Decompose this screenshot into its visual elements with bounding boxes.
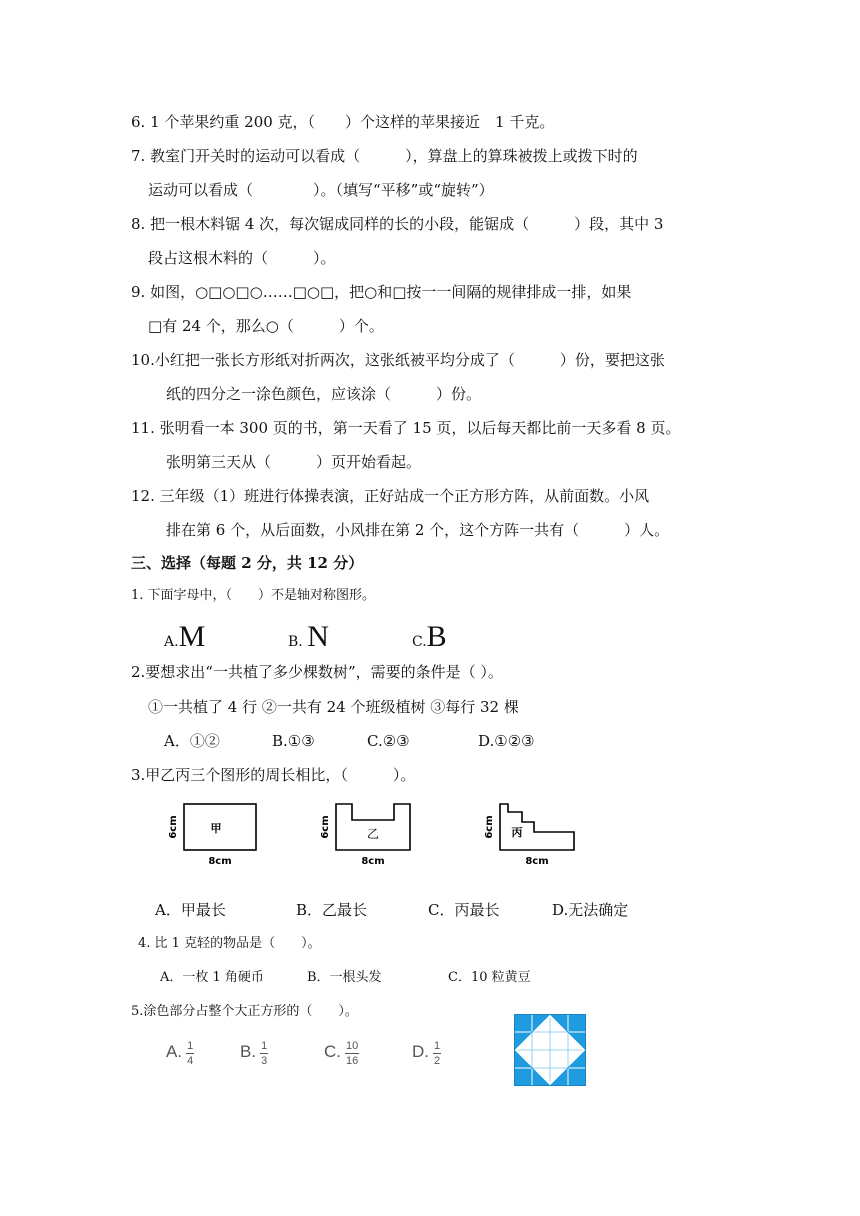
- question-9-line-2: □有 24 个，那么○（ ）个。: [148, 317, 384, 335]
- figure-yi-height-label: 6cm: [320, 815, 331, 839]
- choice-1-option-a: A.M: [164, 620, 206, 653]
- figure-jia-height-label: 6cm: [168, 815, 179, 839]
- choice-question-3: 3.甲乙丙三个图形的周长相比，（ ）。: [131, 766, 416, 784]
- choice-2-option-d: D.①②③: [478, 732, 535, 750]
- section-3-title: 三、选择（每题 2 分，共 12 分）: [131, 554, 364, 572]
- choice-1-option-b: B. N: [288, 620, 329, 653]
- figure-jia-name: 甲: [210, 822, 222, 835]
- question-8-line-1: 8. 把一根木料锯 4 次，每次锯成同样的长的小段，能锯成（ ）段，其中 3: [131, 215, 664, 233]
- figure-bing: [478, 798, 588, 870]
- choice-3-option-c: C．丙最长: [428, 901, 500, 919]
- choice-4-option-c: C．10 粒黄豆: [448, 970, 531, 985]
- figure-bing-name: 丙: [511, 826, 523, 839]
- figure-bing-height-label: 6cm: [484, 815, 495, 839]
- choice-2-option-b: B.①③: [272, 732, 315, 750]
- question-11-line-2: 张明第三天从（ ）页开始看起。: [166, 453, 422, 471]
- choice-question-2: 2.要想求出“一共植了多少棵数树”，需要的条件是（ ）。: [131, 663, 503, 681]
- choice-5-option-a: A. $\frac{1}{4}$: [166, 1040, 194, 1067]
- question-10-line-2: 纸的四分之一涂色颜色，应该涂（ ）份。: [166, 385, 482, 403]
- choice-2-option-c: C.②③: [367, 732, 410, 750]
- choice-5-options: [166, 1040, 466, 1090]
- choice-1-options: [164, 618, 564, 658]
- choice-5-option-d: D. $\frac{1}{2}$: [412, 1040, 441, 1067]
- choice-2-conditions: ①一共植了 4 行 ②一共有 24 个班级植树 ③每行 32 棵: [148, 698, 519, 716]
- choice-4-option-b: B．一根头发: [307, 970, 382, 985]
- choice-4-option-a: A．一枚 1 角硬币: [160, 970, 264, 985]
- figure-yi: [314, 798, 424, 870]
- figure-yi-name: 乙: [366, 827, 380, 841]
- question-7-line-1: 7. 教室门开关时的运动可以看成（ ），算盘上的算珠被拨上或拨下时的: [131, 147, 638, 165]
- choice-5-option-b: B. $\frac{1}{3}$: [240, 1040, 268, 1067]
- figure-jia-width-label: 8cm: [208, 856, 232, 867]
- question-12-line-2: 排在第 6 个，从后面数，小风排在第 2 个，这个方阵一共有（ ）人。: [166, 521, 670, 539]
- choice-question-1: 1. 下面字母中，（ ）不是轴对称图形。: [131, 588, 376, 603]
- choice-3-option-b: B．乙最长: [296, 901, 368, 919]
- question-8-line-2: 段占这根木料的（ ）。: [148, 249, 336, 267]
- choice-1-option-c: C.B: [412, 620, 447, 653]
- question-10-line-1: 10.小红把一张长方形纸对折两次，这张纸被平均分成了（ ）份，要把这张: [131, 351, 665, 369]
- question-7-line-2: 运动可以看成（ ）。（填写“平移”或“旋转”）: [148, 181, 494, 199]
- question-11-line-1: 11. 张明看一本 300 页的书，第一天看了 15 页，以后每天都比前一天多看 8 页。: [131, 419, 681, 437]
- figure-bing-width-label: 8cm: [525, 856, 549, 867]
- question-12-line-1: 12. 三年级（1）班进行体操表演，正好站成一个正方形方阵，从前面数。小风: [131, 487, 650, 505]
- choice-5-option-c: C. $\frac{10}{16}$: [324, 1040, 359, 1067]
- choice-2-option-a: A．①②: [164, 732, 220, 750]
- choice-3-option-d: D.无法确定: [552, 901, 629, 919]
- shaded-square-figure: [514, 1014, 586, 1086]
- question-9-line-1: 9. 如图，○□○□○……□○□，把○和□按一一间隔的规律排成一排，如果: [131, 283, 632, 301]
- figure-jia: [160, 798, 270, 870]
- question-6: 6. 1 个苹果约重 200 克，（ ）个这样的苹果接近 1 千克。: [131, 113, 555, 131]
- choice-question-5: 5.涂色部分占整个大正方形的（ ）。: [131, 1004, 358, 1019]
- choice-3-option-a: A．甲最长: [155, 901, 226, 919]
- choice-question-4: 4. 比 1 克轻的物品是（ ）。: [138, 936, 321, 951]
- figure-yi-width-label: 8cm: [361, 856, 385, 867]
